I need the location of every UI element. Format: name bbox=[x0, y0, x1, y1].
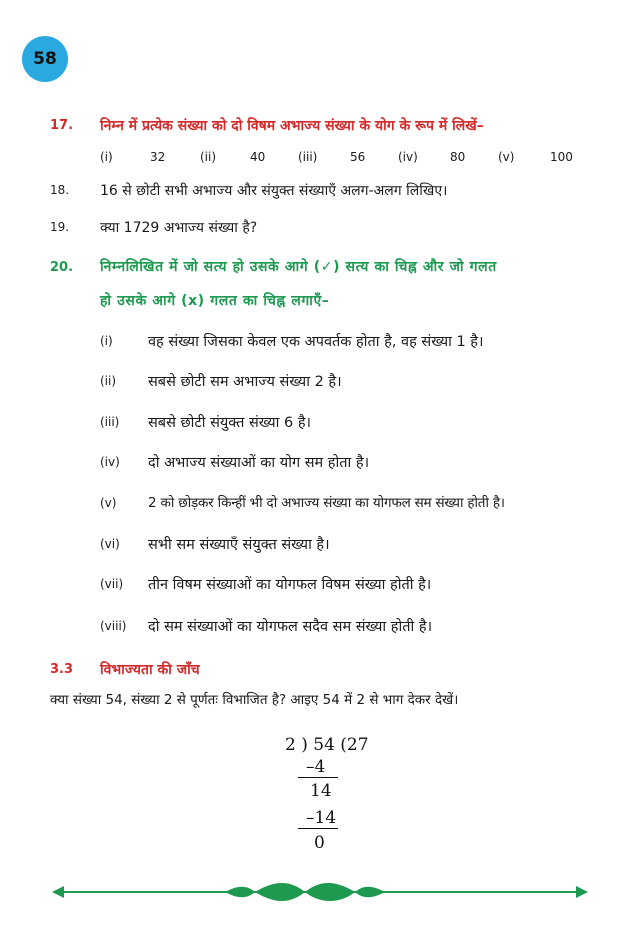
q17-option-label: (iv) bbox=[398, 150, 418, 164]
division-step-subtract-4: –4 bbox=[306, 757, 326, 777]
q20-item-label: (i) bbox=[100, 334, 113, 348]
q20-item-text: सबसे छोटी सम अभाज्य संख्या 2 है। bbox=[148, 374, 342, 390]
q20-item-text: वह संख्या जिसका केवल एक अपवर्तक होता है, वह संख्या 1 है। bbox=[148, 334, 484, 350]
q17-option-value: 32 bbox=[150, 150, 166, 164]
q17-option-label: (ii) bbox=[200, 150, 217, 164]
q20-text-line1: निम्नलिखित में जो सत्य हो उसके आगे (✓) सत्य का चिह्न और जो गलत bbox=[100, 259, 497, 275]
section-intro: क्या संख्या 54, संख्या 2 से पूर्णतः विभाजित है? आइए 54 में 2 से भाग देकर देखें। bbox=[50, 692, 459, 708]
q20-number: 20. bbox=[50, 260, 74, 275]
q17-option-value: 40 bbox=[250, 150, 266, 164]
q20-item-text: 2 को छोड़कर किन्हीं भी दो अभाज्य संख्या का योगफल सम संख्या होती है। bbox=[148, 495, 505, 511]
q20-item-text: तीन विषम संख्याओं का योगफल विषम संख्या होती है। bbox=[148, 577, 432, 593]
q20-item-text: सभी सम संख्याएँ संयुक्त संख्या है। bbox=[148, 537, 330, 553]
q20-text-line2: हो उसके आगे (x) गलत का चिह्न लगाएँ– bbox=[100, 293, 330, 309]
q18-number: 18. bbox=[50, 183, 70, 197]
division-remainder: 0 bbox=[314, 833, 325, 853]
q17-option-label: (iii) bbox=[298, 150, 318, 164]
q20-item-text: सबसे छोटी संयुक्त संख्या 6 है। bbox=[148, 415, 312, 431]
q20-item-label: (iv) bbox=[100, 455, 120, 469]
division-step-14: 14 bbox=[310, 781, 332, 801]
q17-option-label: (v) bbox=[498, 150, 515, 164]
q20-item-label: (v) bbox=[100, 496, 117, 510]
section-number: 3.3 bbox=[50, 662, 74, 677]
q20-item-label: (vii) bbox=[100, 577, 124, 591]
q18-text: 16 से छोटी सभी अभाज्य और संयुक्त संख्याएँ अलग-अलग लिखिए। bbox=[100, 183, 448, 199]
division-step-subtract-14: –14 bbox=[306, 808, 337, 828]
q17-text: निम्न में प्रत्येक संख्या को दो विषम अभाज्य संख्या के योग के रूप में लिखें– bbox=[100, 118, 484, 134]
section-title: विभाज्यता की जाँच bbox=[100, 662, 200, 678]
page-number: 58 bbox=[33, 49, 57, 69]
q17-number: 17. bbox=[50, 118, 74, 133]
q20-item-text: दो अभाज्य संख्याओं का योग सम होता है। bbox=[148, 455, 370, 471]
q17-option-value: 100 bbox=[550, 150, 573, 164]
q17-option-label: (i) bbox=[100, 150, 113, 164]
q17-option-value: 56 bbox=[350, 150, 366, 164]
q20-item-label: (iii) bbox=[100, 415, 120, 429]
q20-item-label: (viii) bbox=[100, 619, 127, 633]
q20-item-label: (vi) bbox=[100, 537, 120, 551]
q20-item-text: दो सम संख्याओं का योगफल सदैव सम संख्या होती है। bbox=[148, 619, 433, 635]
division-header: 2 ) 54 (27 bbox=[285, 735, 369, 755]
q17-option-value: 80 bbox=[450, 150, 466, 164]
q19-text: क्या 1729 अभाज्य संख्या है? bbox=[100, 220, 258, 236]
q19-number: 19. bbox=[50, 220, 70, 234]
q20-item-label: (ii) bbox=[100, 374, 117, 388]
